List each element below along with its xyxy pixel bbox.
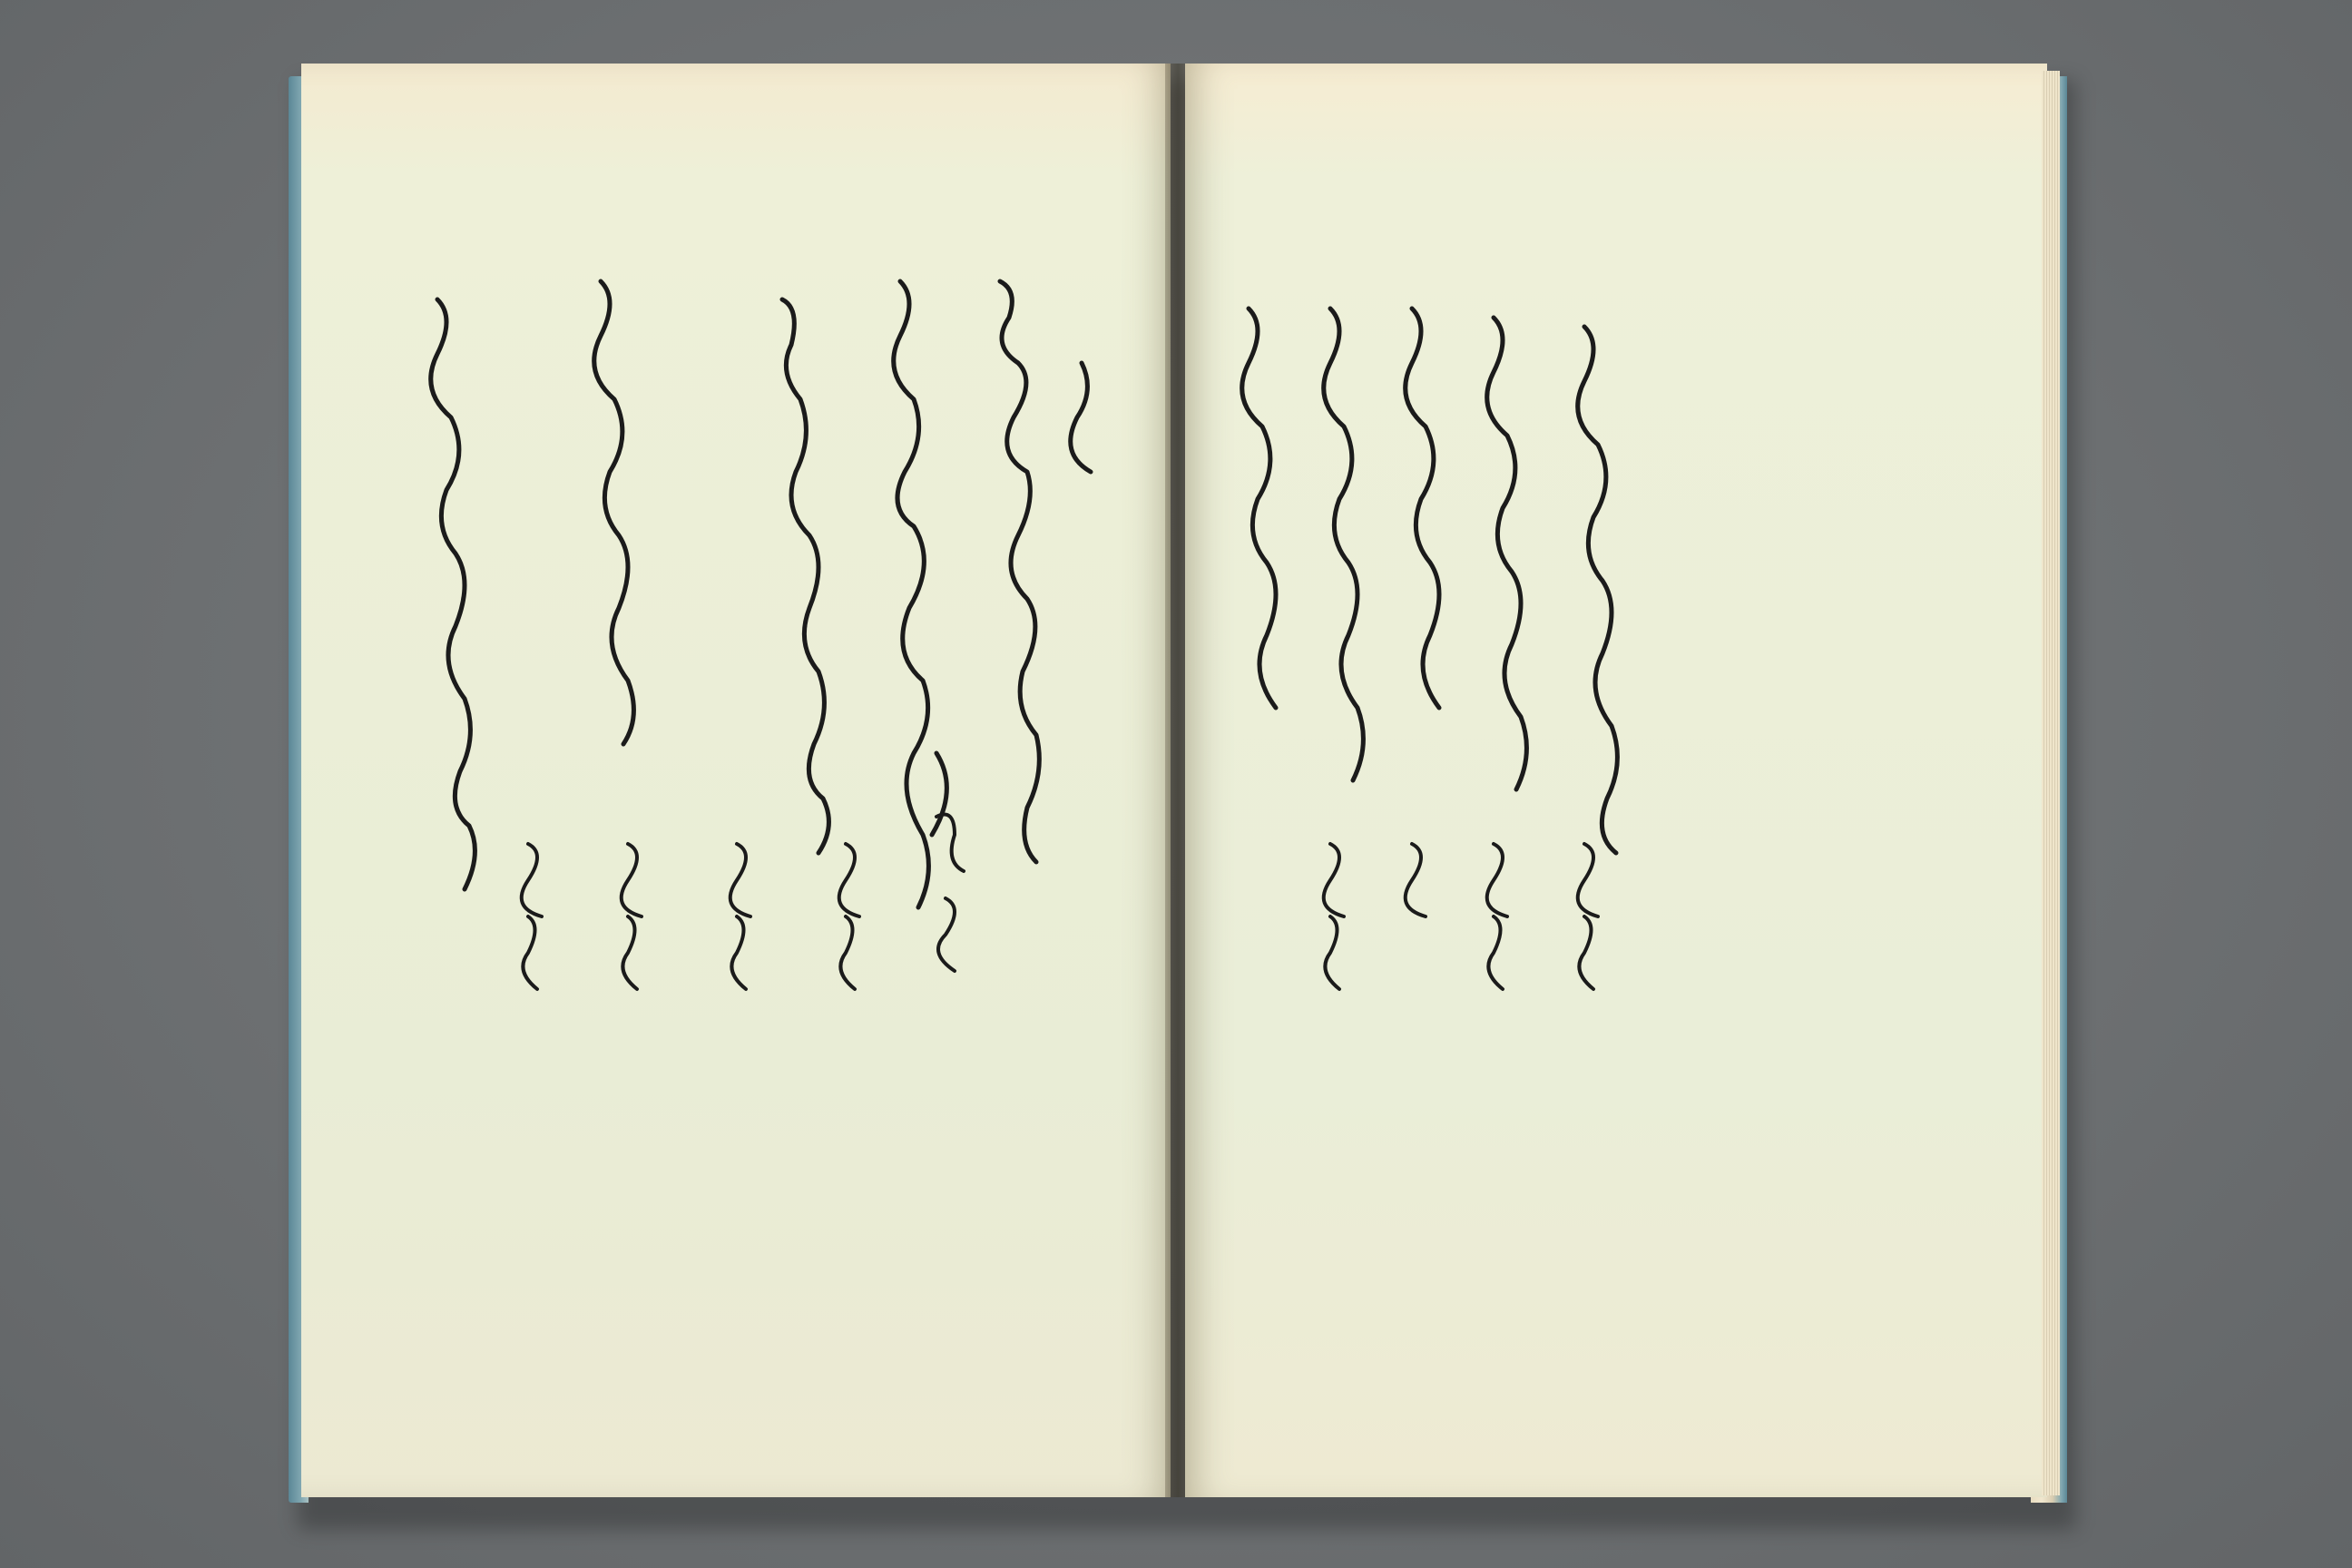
handwritten-column-6 — [1578, 327, 1618, 853]
left-page — [301, 64, 1171, 1497]
signature-row-right — [1324, 844, 1598, 989]
right-page — [1185, 64, 2047, 1497]
open-book — [289, 64, 2067, 1514]
handwritten-column-5 — [431, 299, 475, 889]
handwritten-column-7 — [1487, 318, 1527, 789]
handwritten-column-10 — [1242, 309, 1276, 708]
handwritten-column-9 — [1324, 309, 1364, 780]
handwritten-column-4 — [594, 281, 634, 744]
handwritten-column-2 — [894, 281, 947, 907]
left-page-calligraphy — [301, 64, 1171, 1497]
handwritten-column-1 — [1000, 281, 1091, 862]
handwritten-column-3 — [782, 299, 828, 853]
page-edges — [2042, 71, 2060, 1495]
right-page-calligraphy — [1185, 64, 2047, 1497]
signature-row — [522, 815, 964, 990]
handwritten-column-8 — [1406, 309, 1439, 708]
